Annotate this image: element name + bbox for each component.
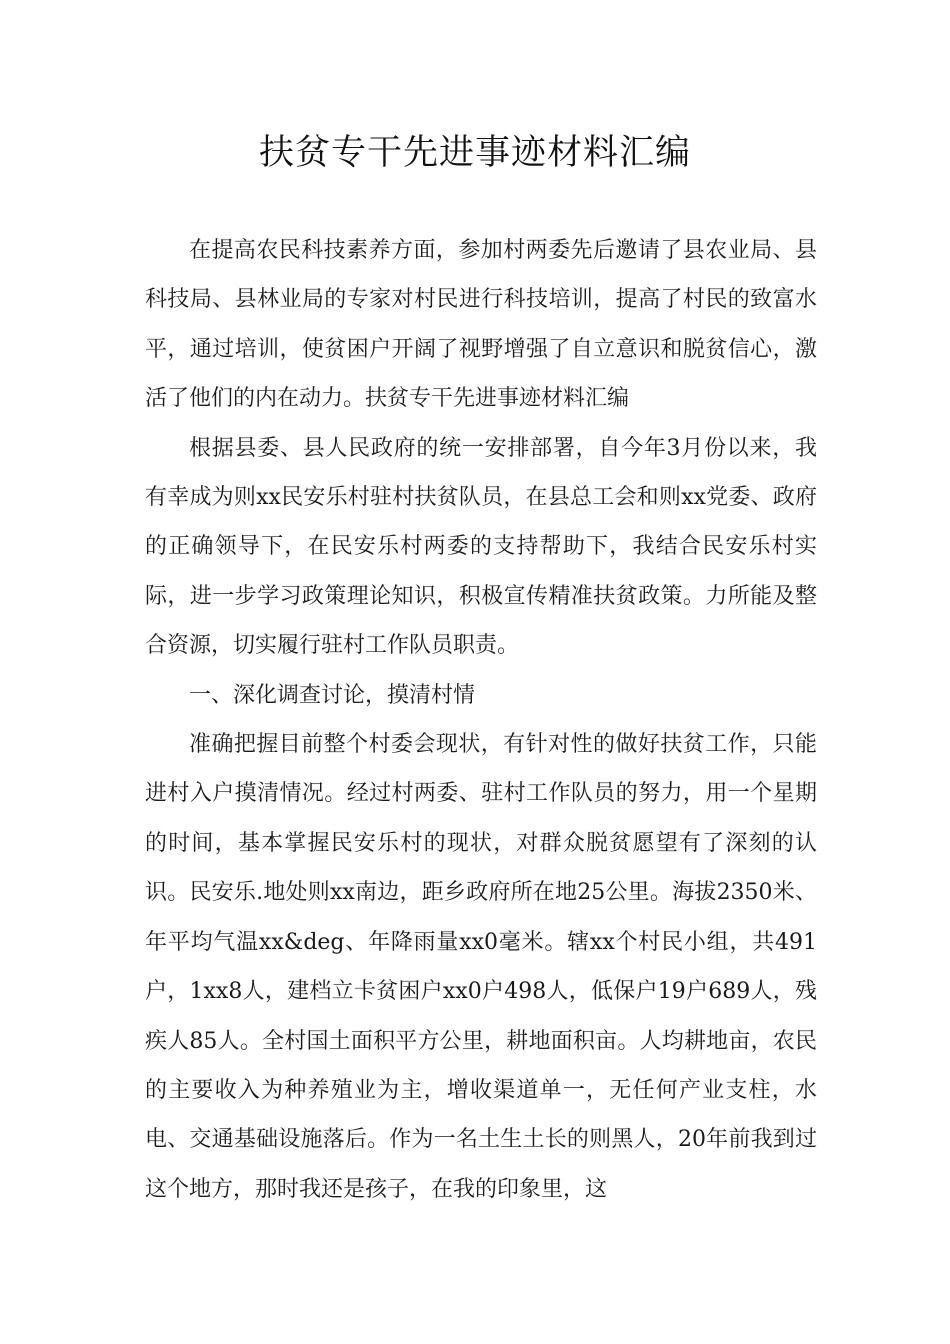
- document-body: [145, 226, 817, 1214]
- paragraph-village-situation: 准确把握目前整个村委会现状，有针对性的做好扶贫工作，只能进村入户摸清情况。经过村两委、驻村工作队员的努力，用一个星期的时间，基本掌握民安乐村的现状，对群众脱贫愿望有了深刻的认识。民安乐.地处则xx南边，距乡政府所在地25公里。海拔2350米、年平均气温xx&deg、年降雨量xx0毫米。辖xx个村民小组，共491户，1xx8人，建档立卡贫困户xx0户498人，低保户19户689人，残疾人85人。全村国土面积平方公里，耕地面积亩。人均耕地亩，农民的主要收入为种养殖业为主，增收渠道单一，无任何产业支柱，水电、交通基础设施落后。作为一名土生土长的则黑人，20年前我到过这个地方，那时我还是孩子，在我的印象里，这: [145, 732, 817, 1202]
- document-title: 扶贫专干先进事迹材料汇编: [258, 133, 691, 173]
- section-heading-survey: 一、深化调查讨论，摸清村情: [189, 682, 476, 708]
- paragraph-training: 在提高农民科技素养方面，参加村两委先后邀请了县农业局、县科技局、县林业局的专家对村民进行科技培训，提高了村民的致富水平，通过培训，使贫困户开阔了视野增强了自立意识和脱贫信心，激活了他们的内在动力。扶贫专干先进事迹材料汇编: [145, 238, 817, 412]
- paragraph-introduction: 根据县委、县人民政府的统一安排部署，自今年3月份以来，我有幸成为则xx民安乐村驻村扶贫队员，在县总工会和则xx党委、政府的正确领导下，在民安乐村两委的支持帮助下，我结合民安乐村实际，进一步学习政策理论知识，积极宣传精准扶贫政策。力所能及整合资源，切实履行驻村工作队员职责。: [145, 435, 817, 659]
